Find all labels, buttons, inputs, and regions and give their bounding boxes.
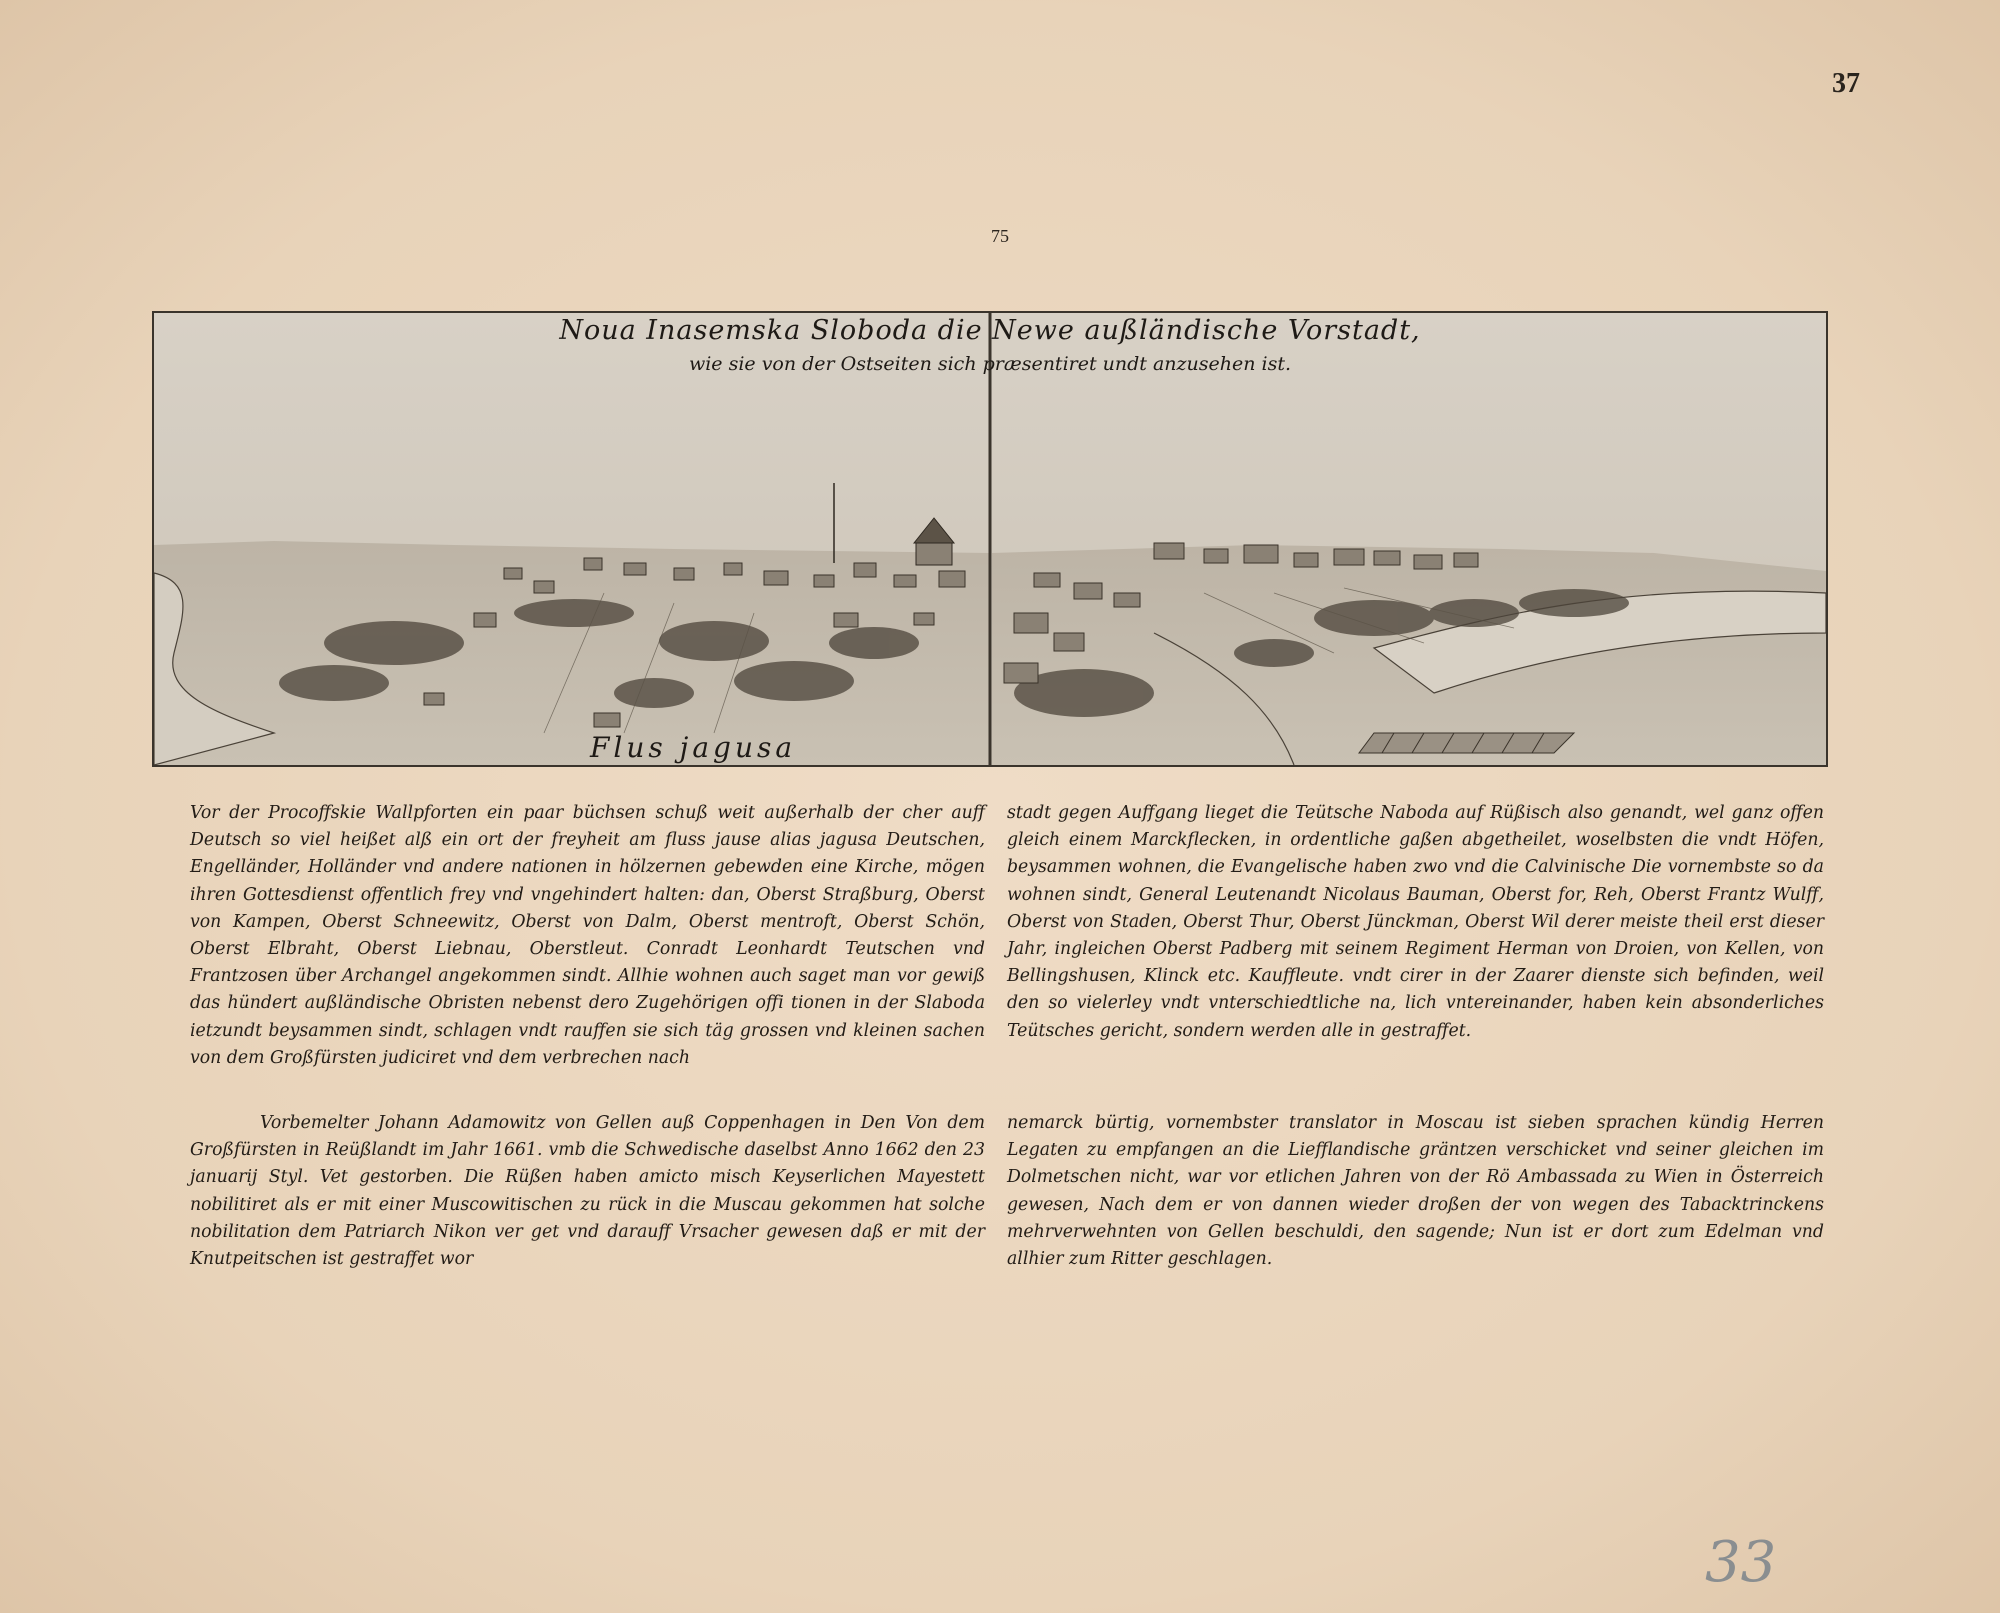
river-label: Flus jagusa [590,731,797,764]
left-text-block-2: Vorbemelter Johann Adamowitz von Gellen auß Coppenhagen in Den Von dem Großfürsten in Reüßlandt im Jahr 1661. vmb die Schwedische daselbst Anno 1662 den 23 januarij Styl. Vet gestorben. Die Rüßen haben amicto misch Keyserlichen Mayestett nobilitiret als er mit einer Muscowitischen zu rück in die Muscau gekommen hat solche nobilitation dem Patriarch Nikon ver get vnd darauff Vrsacher gewesen daß er mit der Knutpeitschen ist gestraffet wor [190,1113,985,1270]
plate-number: 75 [991,226,1009,246]
page-number: 37 [1832,68,1860,99]
left-column-paragraph-2 [190,1110,985,1273]
left-text-block-1: Vor der Procoffskie Wallpforten ein paar büchsen schuß weit außerhalb der cher auff Deutsch so viel heißet alß ein ort der freyheit am fluss jause alias jagusa Deutschen, Engelländer, Holländer vnd andere nationen in hölzernen gebewden eine Kirche, mögen ihren Gottesdienst offentlich frey vnd vngehindert halten: dan, Oberst Straßburg, Oberst von Kampen, Oberst Schneewitz, Oberst von Dalm, Oberst mentroft, Oberst Schön, Oberst Elbraht, Oberst Liebnau, Oberstleut. Conradt Leonhardt Teutschen vnd Frantzosen über Archangel angekommen sindt. Allhie wohnen auch saget man vor gewiß das hündert außländische Obristen nebenst dero Zugehörigen offi tionen in der Slaboda ietzundt beysammen sindt, schlagen vndt rauffen sie sich täg grossen vnd kleinen sachen von dem Großfürsten judiciret vnd dem verbrechen nach [190,803,985,1068]
left-column-paragraph-1 [190,800,985,1072]
right-column-paragraph-2 [1007,1110,1824,1273]
plate-subtitle: wie sie von der Ostseiten sich præsentiret undt anzusehen ist. [688,353,1292,375]
right-text-block-1: stadt gegen Auffgang lieget die Teütsche Naboda auf Rüßisch also genandt, wel ganz offen gleich einem Marckflecken, in ordentliche gaßen abgetheilet, woselbsten die vndt Höfen, beysammen wohnen, die Evangelische haben zwo vnd die Calvinische Die vornembste so da wohnen sindt, General Leutenandt Nicolaus Bauman, Oberst for, Reh, Oberst Frantz Wulff, Oberst von Staden, Oberst Thur, Oberst Jünckman, Oberst Wil derer meiste theil erst dieser Jahr, ingleichen Oberst Padberg mit seinem Regiment Herman von Droien, von Kellen, von Bellingshusen, Klinck etc. Kauffleute. vndt cirer in der Zaarer dienste sich befinden, weil den so vielerley vndt vnterschiedtliche na, lich vntereinander, haben kein absonderliches Teütsches gericht, sondern werden alle in gestraffet. [1007,803,1824,1041]
right-text-block-2: nemarck bürtig, vornembster translator in Moscau ist sieben sprachen kündig Herren Legaten zu empfangen an die Liefflandische gräntzen verschicket vnd seiner gleichen im Dolmetschen nicht, war vor etlichen Jahren von der Rö Ambassada zu Wien in Österreich gewesen, Nach dem er von dannen wieder droßen der von wegen des Tabacktrinckens mehrverwehnten von Gellen beschuldi, den sagende; Nun ist er dort zum Edelman vnd allhier zum Ritter geschlagen. [1007,1113,1824,1270]
right-column-paragraph-1 [1007,800,1824,1045]
archive-number: 33 [1705,1530,1777,1595]
plate-title: Noua Inasemska Sloboda die Newe außländische Vorstadt, [559,315,1421,346]
panorama-engraving [152,311,1828,767]
panorama-illustration [154,313,1826,765]
